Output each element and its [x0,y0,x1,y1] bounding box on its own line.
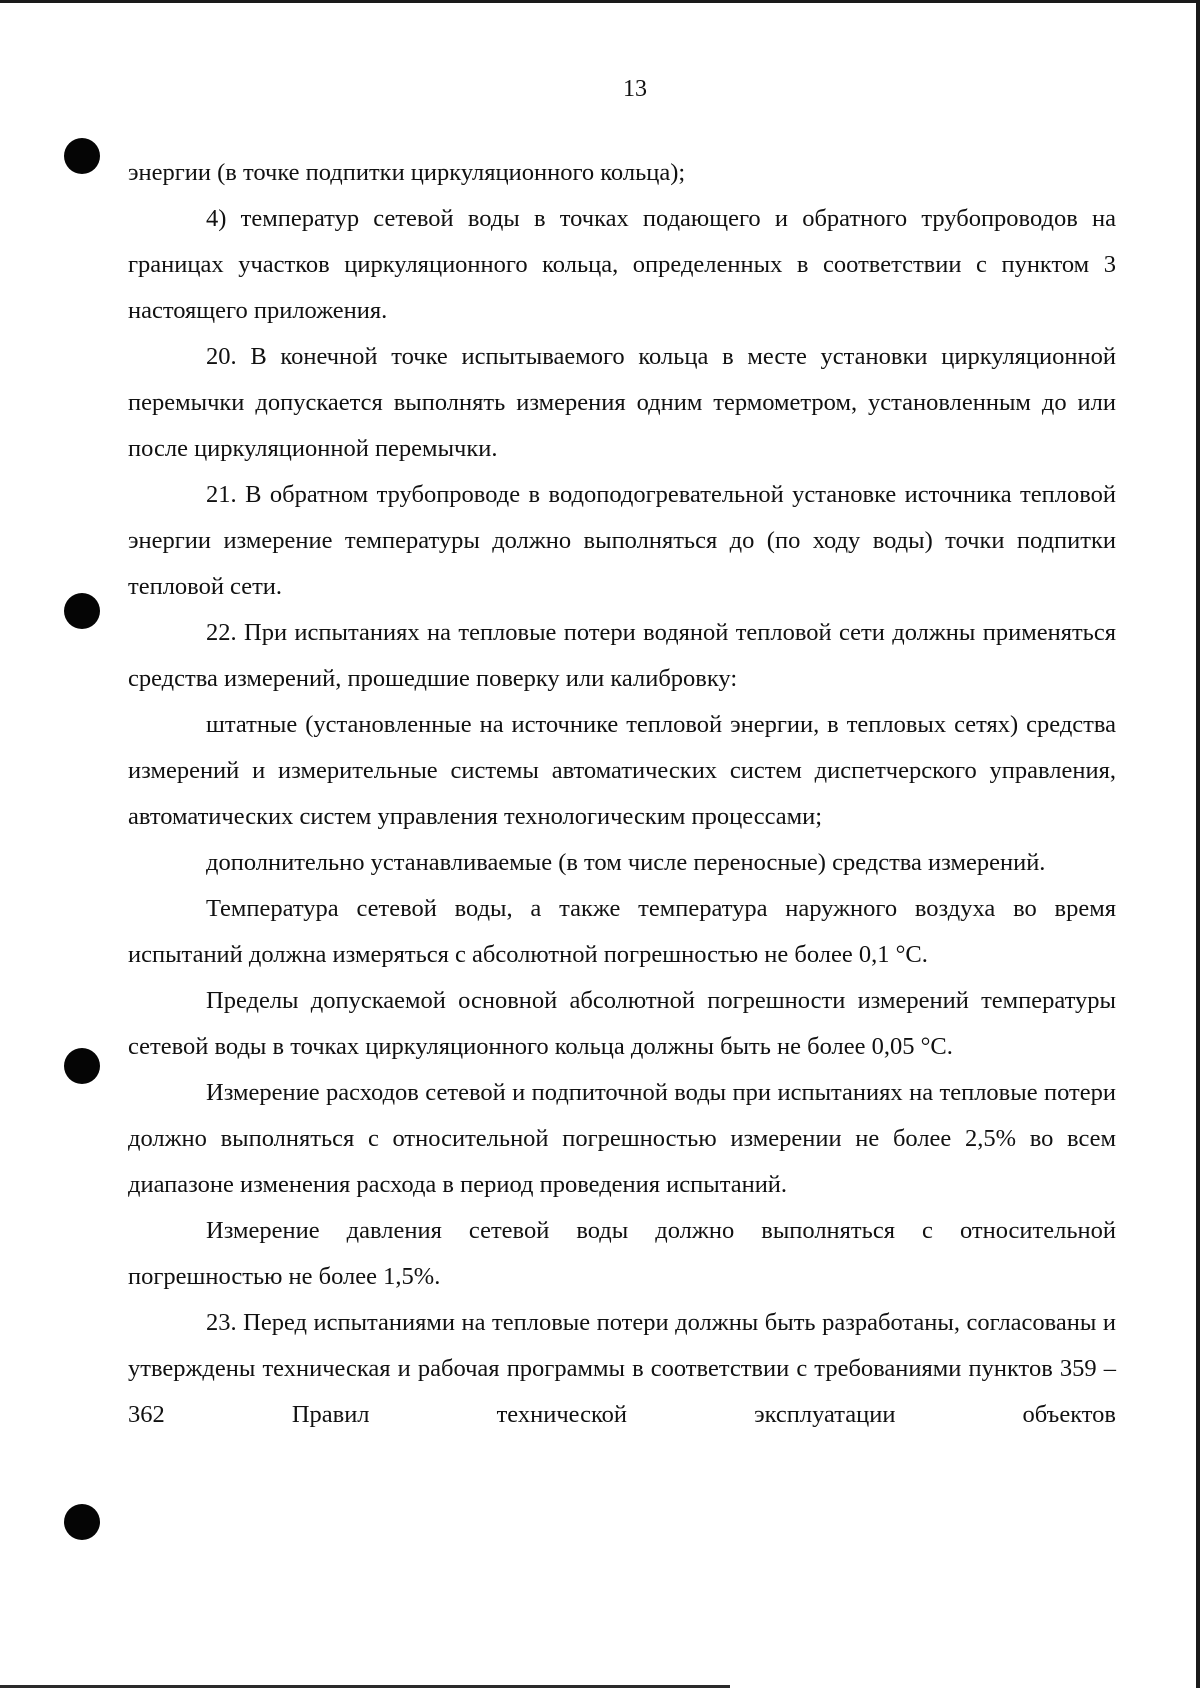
paragraph-6: штатные (установленные на источнике тепловой энергии, в тепловых сетях) средства измерений и измерительные системы автоматических систем диспетчерского управления, автоматических систем управления технологическим процессами; [128,711,1116,830]
paragraph-9: Пределы допускаемой основной абсолютной погрешности измерений температуры сетевой воды в точках циркуляционного кольца должны быть не более 0,05 °С. [128,987,1116,1060]
document-body [128,150,1116,1438]
paragraph-10: Измерение расходов сетевой и подпиточной воды при испытаниях на тепловые потери должно выполняться с относительной погрешностью измерении не более 2,5% во всем диапазоне изменения расхода в период проведения испытаний. [128,1079,1116,1198]
punch-hole-3 [64,1048,100,1084]
paragraph-12: 23. Перед испытаниями на тепловые потери должны быть разработаны, согласованы и утверждены техническая и рабочая программы в соответствии с требованиями пунктов 359 – 362 Правил технической эксплуатации объектов [128,1309,1116,1428]
paragraph-5: 22. При испытаниях на тепловые потери водяной тепловой сети должны применяться средства измерений, прошедшие поверку или калибровку: [128,619,1116,692]
paragraph-1: энергии (в точке подпитки циркуляционного кольца); [128,159,686,186]
punch-hole-2 [64,593,100,629]
page-number: 13 [623,76,647,102]
paragraph-2: 4) температур сетевой воды в точках подающего и обратного трубопроводов на границах участков циркуляционного кольца, определенных в соответствии с пунктом 3 настоящего приложения. [128,205,1116,324]
punch-hole-4 [64,1504,100,1540]
paragraph-4: 21. В обратном трубопроводе в водоподогревательной установке источника тепловой энергии измерение температуры должно выполняться до (по ходу воды) точки подпитки тепловой сети. [128,481,1116,600]
scan-border-right [1196,0,1200,1688]
paragraph-3: 20. В конечной точке испытываемого кольца в месте установки циркуляционной перемычки допускается выполнять измерения одним термометром, установленным до или после циркуляционной перемычки. [128,343,1116,462]
paragraph-7: дополнительно устанавливаемые (в том числе переносные) средства измерений. [206,849,1046,876]
paragraph-8: Температура сетевой воды, а также температура наружного воздуха во время испытаний должна измеряться с абсолютной погрешностью не более 0,1 °С. [128,895,1116,968]
paragraph-11: Измерение давления сетевой воды должно выполняться с относительной погрешностью не более 1,5%. [128,1217,1116,1290]
punch-hole-1 [64,138,100,174]
scan-border-top [0,0,1200,3]
